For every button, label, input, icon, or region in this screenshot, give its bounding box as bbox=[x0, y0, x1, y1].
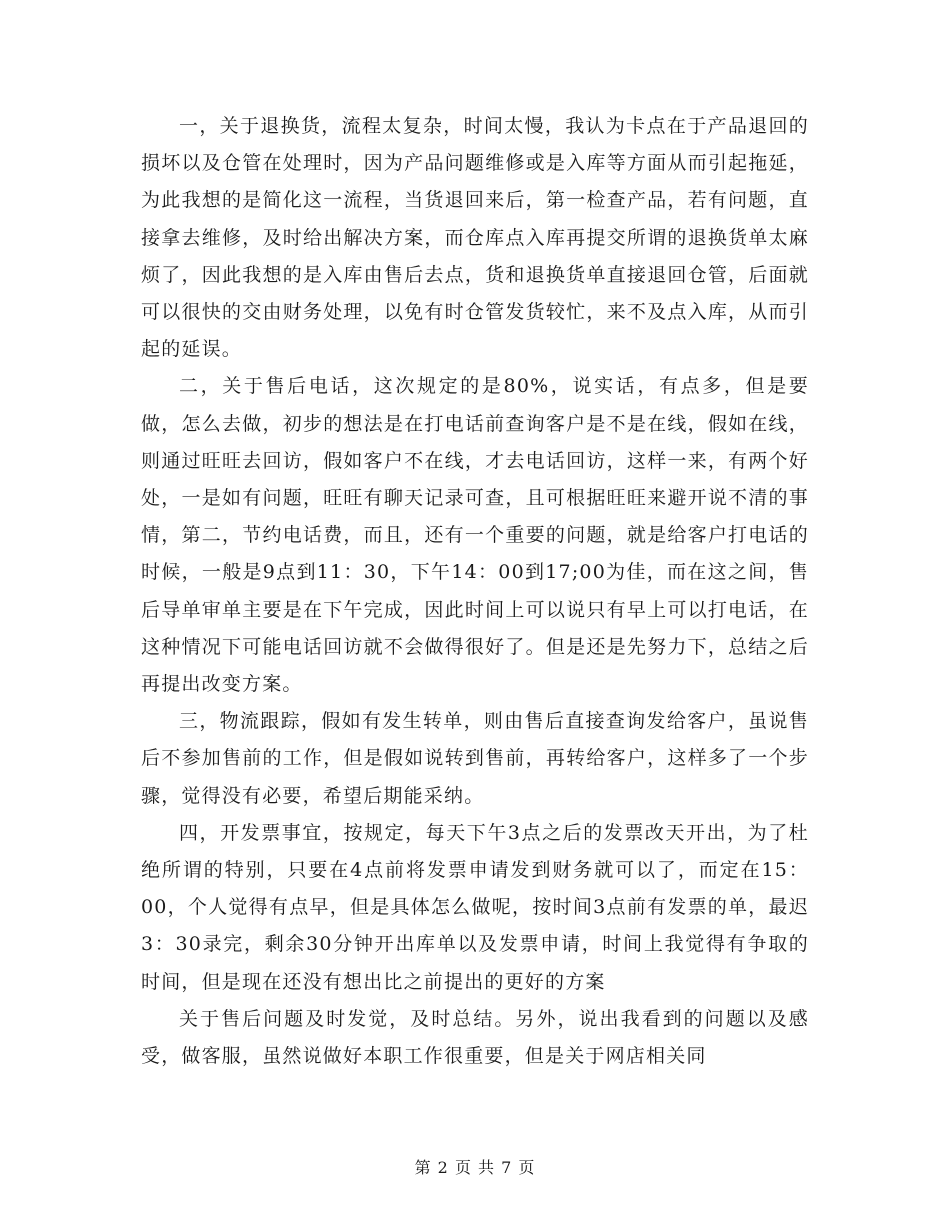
page-number-footer: 第 2 页 共 7 页 bbox=[414, 1158, 536, 1177]
document-body bbox=[141, 108, 809, 1075]
paragraph-logistics: 三，物流跟踪，假如有发生转单，则由售后直接查询发给客户，虽说售后不参加售前的工作，但是假如说转到售前，再转给客户，这样多了一个步骤，觉得没有必要，希望后期能采纳。 bbox=[141, 710, 809, 807]
paragraph-summary: 关于售后问题及时发觉，及时总结。另外，说出我看到的问题以及感受，做客服，虽然说做好本职工作很重要，但是关于网店相关同 bbox=[141, 1007, 809, 1068]
paragraph-aftersales-calls: 二，关于售后电话，这次规定的是80%，说实话，有点多，但是要做，怎么去做，初步的想法是在打电话前查询客户是不是在线，假如在线，则通过旺旺去回访，假如客户不在线，才去电话回访，这样一来，有两个好处，一是如有问题，旺旺有聊天记录可查，且可根据旺旺来避开说不清的事情，第二，节约电话费，而且，还有一个重要的问题，就是给客户打电话的时候，一般是9点到11：30，下午14：00到17;00为佳，而在这之间，售后导单审单主要是在下午完成，因此时间上可以说只有早上可以打电话，在这种情况下可能电话回访就不会做得很好了。但是还是先努力下，总结之后再提出改变方案。 bbox=[141, 375, 809, 696]
paragraph-returns: 一，关于退换货，流程太复杂，时间太慢，我认为卡点在于产品退回的损坏以及仓管在处理时，因为产品问题维修或是入库等方面从而引起拖延，为此我想的是简化这一流程，当货退回来后，第一检查产品，若有问题，直接拿去维修，及时给出解决方案，而仓库点入库再提交所谓的退换货单太麻烦了，因此我想的是入库由售后去点，货和退换货单直接退回仓管，后面就可以很快的交由财务处理，以免有时仓管发货较忙，来不及点入库，从而引起的延误。 bbox=[141, 115, 809, 361]
paragraph-invoices: 四，开发票事宜，按规定，每天下午3点之后的发票改天开出，为了杜绝所谓的特别，只要在4点前将发票申请发到财务就可以了，而定在15：00，个人觉得有点早，但是具体怎么做呢，按时间3点前有发票的单，最迟3：30录完，剩余30分钟开出库单以及发票申请，时间上我觉得有争取的时间，但是现在还没有想出比之前提出的更好的方案 bbox=[141, 821, 809, 993]
